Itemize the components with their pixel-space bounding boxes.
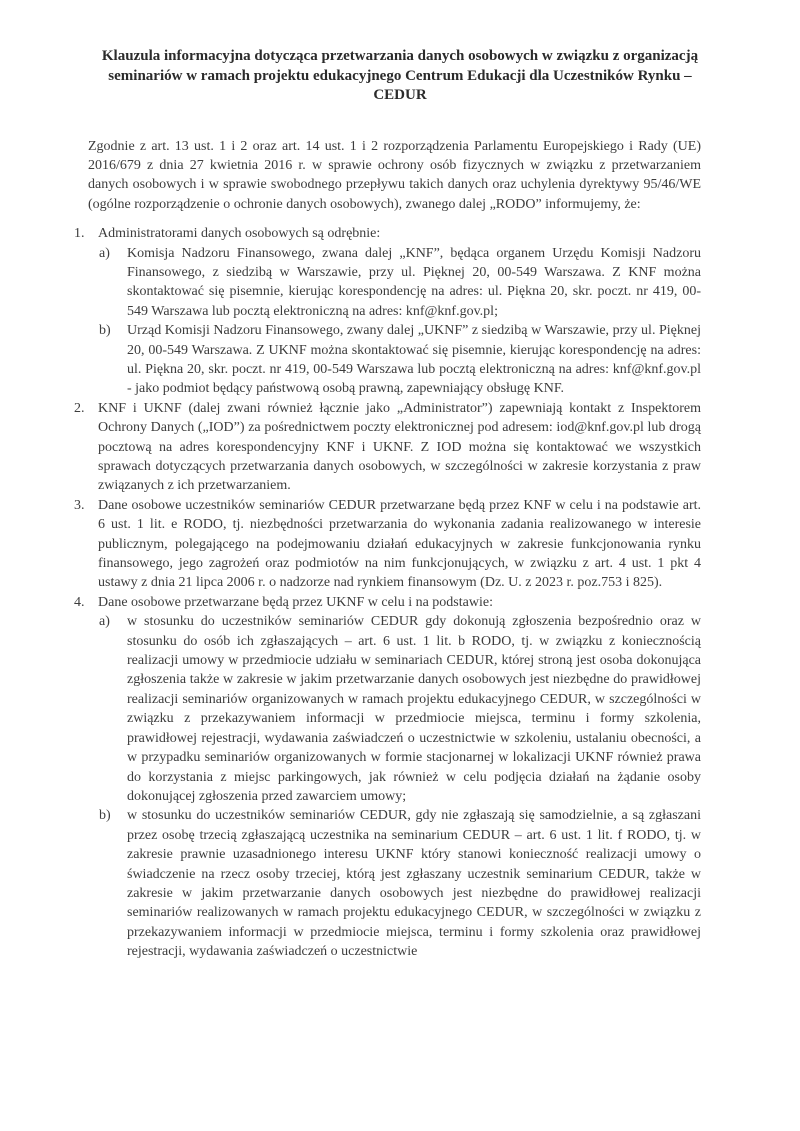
sublist-item-text: Komisja Nadzoru Finansowego, zwana dalej „KNF”, będąca organem Urzędu Komisji Nadzoru Finansowego, z siedzibą w Warszawie, przy ul. Pięknej 20, 00-549 Warszawa. Z KNF można skontaktować się pisemnie, kierując korespondencję na adres: ul. Piękna 20, skr. poczt. nr 419, 00-549 Warszawa lub pocztą elektroniczną na adres: knf@knf.gov.pl; [127,245,701,319]
list-item-1a [99,244,701,322]
sublist-item-marker: b) [99,323,111,339]
sublist-item-marker: a) [99,245,110,261]
document-title [60,47,740,106]
sublist-item-marker: a) [99,614,110,630]
numbered-list [0,224,701,961]
list-item-4 [74,593,701,612]
list-item-2 [74,399,701,496]
list-item-1 [74,224,701,243]
list-item-number: 4. [74,594,85,610]
list-item-text: Dane osobowe uczestników seminariów CEDUR przetwarzane będą przez KNF w celu i na podstawie art. 6 ust. 1 lit. e RODO, tj. niezbędności przetwarzania do wykonania zadania realizowanego w interesie publicznym, polegającego na podejmowaniu działań edukacyjnych w zakresie funkcjonowania rynku finansowego, jego zagrożeń oraz podmiotów na nim funkcjonujących, w związku z art. 4 ust. 1 pkt 4 ustawy z dnia 21 lipca 2006 r. o nadzorze nad rynkiem finansowym (Dz. U. z 2023 r. poz.753 i 825). [98,497,701,591]
list-item-number: 3. [74,497,85,513]
title-line: Klauzula informacyjna dotycząca przetwarzania danych osobowych w związku z organizacją [101,48,699,64]
sublist-item-text: w stosunku do uczestników seminariów CEDUR, gdy nie zgłaszają się samodzielnie, a są zgłaszani przez osobę trzecią zgłaszającą uczestnika na seminarium CEDUR – art. 6 ust. 1 lit. f RODO, tj. w zakresie prawnie uzasadnionego interesu UKNF który stanowi konieczność realizacji umowy o świadczenie na rzecz osoby trzeciej, którą jest zgłaszany uczestnik seminarium CEDUR, także w zakresie w jakim przetwarzanie danych osobowych jest niezbędne do prawidłowej realizacji seminariów realizowanych w ramach projektu edukacyjnego CEDUR, w szczególności w związku z przekazywaniem informacji w przedmiocie miejsca, terminu i formy szkolenia oraz prawidłowej rejestracji, wydawania zaświadczeń o uczestnictwie [127,808,701,960]
list-item-number: 1. [74,226,85,242]
sublist-item-text: w stosunku do uczestników seminariów CEDUR gdy dokonują zgłoszenia bezpośrednio oraz w stosunku do osób ich zgłaszających – art. 6 ust. 1 lit. b RODO, tj. w związku z koniecznością realizacji umowy w przedmiocie udziału w seminariach CEDUR, której stroną jest osoba dokonująca zgłoszenia także w zakresie w jakim przetwarzanie danych osobowych jest niezbędne do prawidłowej realizacji seminariów organizowanych w ramach projektu edukacyjnego CEDUR, w szczególności w związku z przekazywaniem informacji w przedmiocie miejsca, terminu i formy szkolenia, prawidłowej rejestracji, wydawania zaświadczeń o uczestnictwie w szkoleniu, ustalaniu obecności, a w przypadku seminariów organizowanych w formie stacjonarnej w lokalizacji UKNF również prawa do korzystania z miejsc parkingowych, jak również w celu podjęcia działań na żądanie osoby dokonującej zgłoszenia przed zawarciem umowy; [127,614,701,804]
list-item-4a [99,612,701,806]
title-line: seminariów w ramach projektu edukacyjnego Centrum Edukacji dla Uczestników Rynku – [108,67,692,84]
list-item-3 [74,496,701,593]
title-line: CEDUR [373,87,427,103]
list-item-text: Dane osobowe przetwarzane będą przez UKNF w celu i na podstawie: [98,594,493,610]
list-item-4b [99,806,701,961]
sublist-item-marker: b) [99,808,111,824]
list-item-text: KNF i UKNF (dalej zwani również łącznie jako „Administrator”) zapewniają kontakt z Inspektorem Ochrony Danych („IOD”) za pośrednictwem poczty elektronicznej pod adresem: iod@knf.gov.pl lub drogą pocztową na adres korespondencyjny KNF i UKNF. Z IOD można się kontaktować we wszystkich sprawach dotyczących przetwarzania danych osobowych, w szczególności w zakresie korzystania z praw związanych z ich przetwarzaniem. [98,400,701,494]
list-item-1b [99,321,701,399]
sublist-item-text: Urząd Komisji Nadzoru Finansowego, zwany dalej „UKNF” z siedzibą w Warszawie, przy ul. Pięknej 20, 00-549 Warszawa. Z UKNF można skontaktować się pisemnie, kierując korespondencję na adres: ul. Piękna 20, skr. poczt. nr 419, 00-549 Warszawa lub pocztą elektroniczną na adres: knf@knf.gov.pl - jako podmiot będący państwową osobą prawną, zapewniający obsługę KNF. [127,323,701,397]
list-item-number: 2. [74,400,85,416]
list-item-text: Administratorami danych osobowych są odrębnie: [98,226,381,242]
intro-paragraph: Zgodnie z art. 13 ust. 1 i 2 oraz art. 14 ust. 1 i 2 rozporządzenia Parlamentu Europejskiego i Rady (UE) 2016/679 z dnia 27 kwietnia 2016 r. w sprawie ochrony osób fizycznych w związku z przetwarzaniem danych osobowych i w sprawie swobodnego przepływu takich danych oraz uchylenia dyrektywy 95/46/WE (ogólne rozporządzenie o ochronie danych osobowych), zwanego dalej „RODO” informujemy, że: [88,138,701,212]
